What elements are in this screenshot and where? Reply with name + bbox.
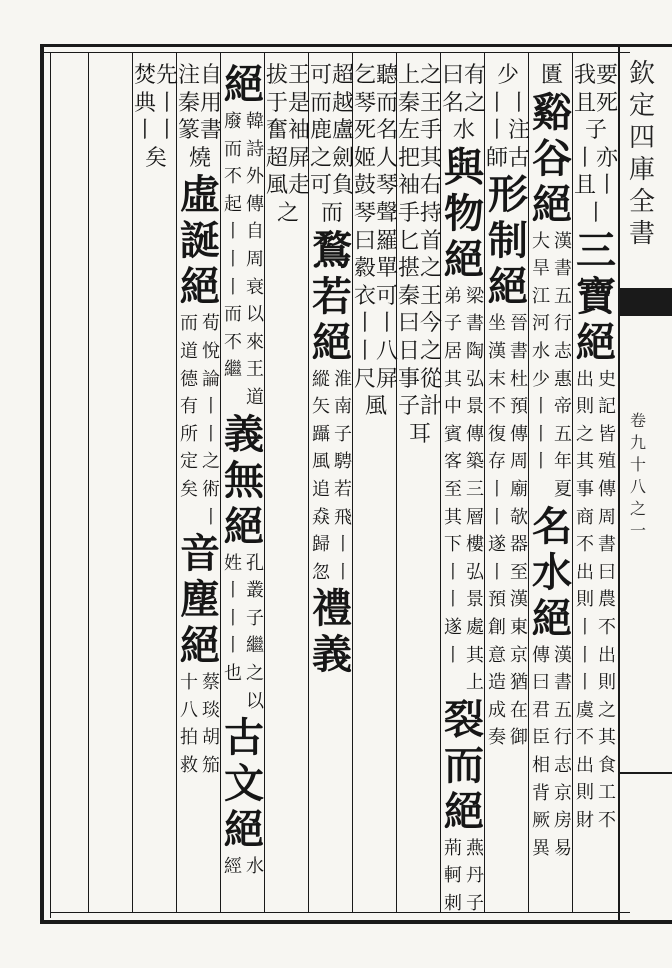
commentary-left-line: 弟子居其中賓客至其下丨丨遂丨 [444,285,462,666]
column-rule [132,52,133,912]
entry-heading: 義無絕 [224,410,264,550]
commentary-left-line: 荊軻刺 [444,837,462,914]
main-text: 可超而越鹿盧之劍可負而 [310,63,355,226]
folio-label: 卷九十八之一 [629,411,646,540]
commentary-right-line: 史記皆殖傳周書曰農不出則之其食工不 [598,368,616,832]
entry-heading: 禮義 [312,585,352,679]
commentary-left-line: 出則之其事商不出則丨丨丨虞不出則財 [576,368,594,832]
main-text: 注自秦用篆書燒 [178,63,223,171]
commentary-right-line: 梁書陶弘景傳築三層樓弘景處其上 [466,285,484,694]
left-border-inner [50,52,51,918]
commentary-left-line: 大旱江河水少丨丨丨 [532,230,550,473]
commentary-note [530,642,574,863]
main-text: 上之秦王左手把其袖右手持匕首揕之秦王曰今日之事從子計耳 [398,63,443,447]
entry-heading: 三寶絕 [576,226,616,366]
commentary-note [222,108,266,412]
main-text: 我要且死子 [574,63,619,144]
text-column [178,62,222,892]
commentary-right-line: 漢書五行志惠帝五年夏 [554,230,572,500]
text-column [310,62,354,892]
main-text: 乞聽琴而死名姬人鼓琴琴聲曰羅縠單衣可丨丨丨八尺屏風 [354,63,399,420]
book-title-header: 欽定四庫全書 [628,59,655,249]
commentary-left-line: 而道德有所定矣 [180,313,198,500]
commentary-left-line: 傳曰君臣相背厥異 [532,644,550,859]
commentary-note [530,228,574,504]
commentary-right-line: 漢書五行志京房易 [554,644,572,859]
commentary-note [222,550,266,716]
fish-tail-mark-lower [620,772,672,774]
commentary-note [310,366,354,587]
top-border [40,44,672,47]
entry-heading: 虛誕絕 [180,171,220,311]
commentary-right-line: 韓詩外傳自周衰以來王道 [246,111,264,408]
commentary-left-line: 十八拍救 [180,672,198,776]
text-column [354,62,398,892]
entry-heading: 裂而絕 [444,695,484,835]
commentary-right-line: 孔叢子繼之以 [246,552,264,712]
entry-heading: 音塵絕 [180,530,220,670]
commentary-left-line: 經 [224,856,242,878]
left-border [40,44,44,924]
entry-heading: 谿谷絕 [532,88,572,228]
main-text: 匱 [540,63,563,88]
fish-tail-mark [620,288,672,316]
top-border-inner [40,52,630,53]
text-column [266,62,310,892]
commentary-left-line: 縱矢躡風追猋歸忽 [312,368,330,583]
commentary-note [178,669,222,779]
text-column [574,62,618,892]
commentary-note [222,853,266,881]
margin-rule [618,44,620,924]
bottom-border [40,920,672,924]
commentary-note [442,835,486,918]
commentary-right-line: 蔡琰胡笳 [202,672,220,776]
commentary-note [178,310,222,531]
commentary-left-line: 姓丨丨丨也 [224,552,242,684]
main-text: 丨亦且丨丨 [574,145,619,226]
commentary-note [442,283,486,697]
text-column [442,62,487,914]
main-text: 丨丨丨注師古 [486,90,531,171]
main-text: 曰有名之水 [442,63,487,144]
commentary-right-line: 燕丹子 [466,837,484,914]
main-text: 少 [496,63,519,88]
commentary-right-line: 晉書杜預傳周廟欹器至漢東京猶在御 [510,313,528,749]
commentary-note [574,366,618,835]
text-column [222,62,266,892]
commentary-left-line: 廢而不起丨丨丨而不繼 [224,111,242,381]
column-rule [88,52,89,912]
entry-heading: 絕 [224,61,264,108]
main-text: 焚先典丨丨丨矣 [134,63,179,171]
commentary-right-line: 淮南子騁若飛丨丨 [334,368,352,583]
text-column [530,62,574,892]
entry-heading: 古文絕 [224,714,264,854]
text-column [486,62,530,892]
entry-heading: 鶩若絕 [312,226,352,366]
commentary-note [486,310,530,752]
text-column [134,62,178,892]
entry-heading: 形制絕 [488,171,528,311]
entry-heading: 與物絕 [444,143,484,283]
commentary-right-line: 荀悅論丨丨之術丨 [202,313,220,528]
main-text: 拔王于是奮袖超屏風走之 [266,63,311,226]
commentary-left-line: 坐漢末不復存丨丨遂丨預創意造成奏 [488,313,506,749]
text-column [398,62,442,892]
bottom-border-inner [50,912,630,913]
commentary-right-line: 水 [246,856,264,878]
entry-heading: 名水絕 [532,502,572,642]
